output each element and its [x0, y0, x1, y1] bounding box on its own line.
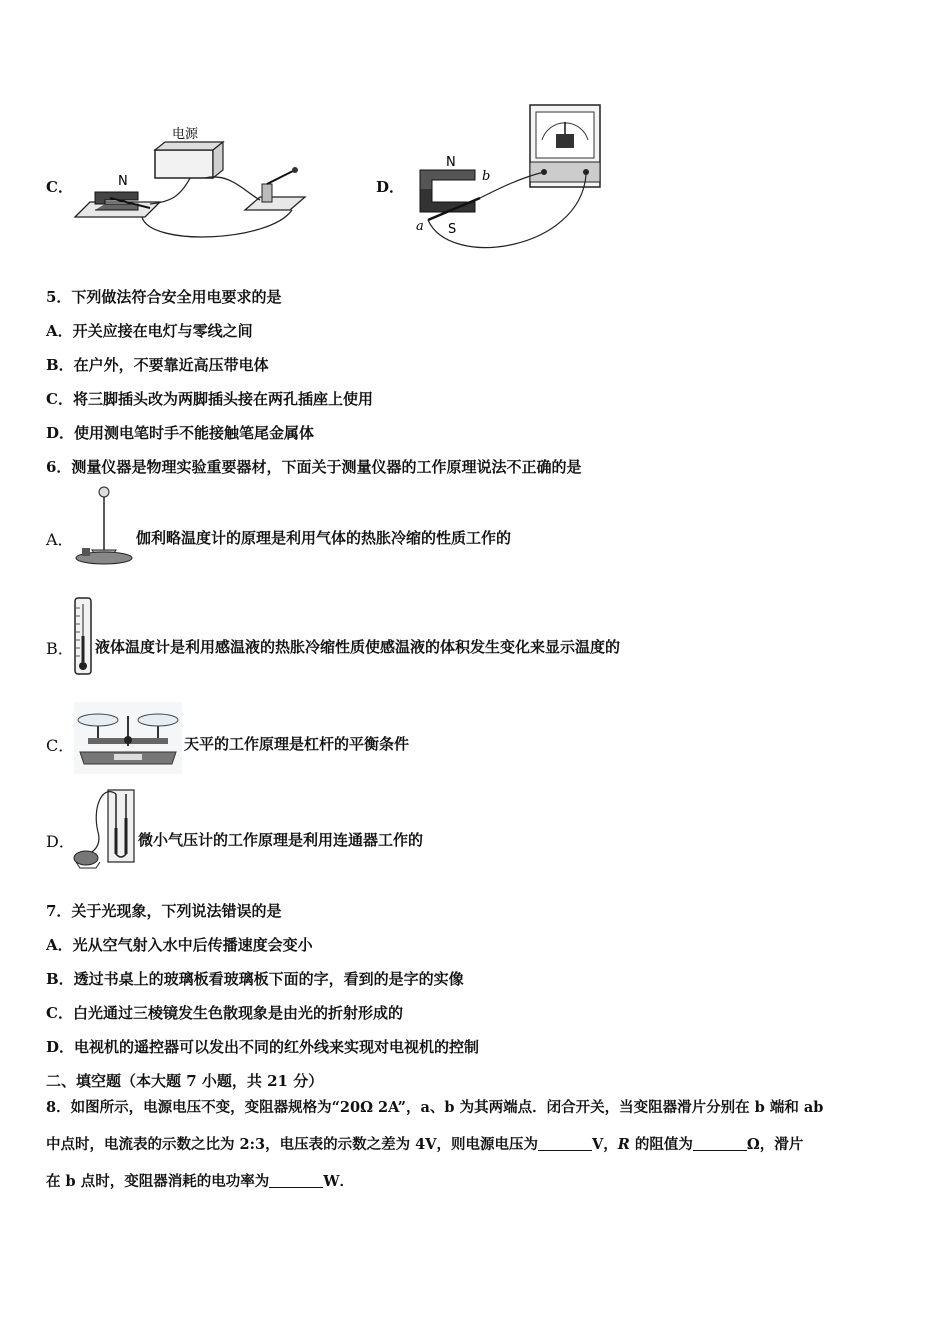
q5-option-a: A．开关应接在电灯与零线之间: [46, 322, 253, 340]
q8-line-2-part-a: 中点时，电流表的示数之比为 2:3，电压表的示数之差为 4V，则电源电压为: [46, 1136, 538, 1153]
q8-line-3-part-a: 在 b 点时，变阻器消耗的电功率为: [46, 1173, 270, 1190]
q8-line-3-part-b: W．: [323, 1173, 355, 1190]
q4-option-d-figure: [410, 100, 610, 255]
fig-d-n-label: N: [446, 155, 456, 170]
q7-option-b: B．透过书桌上的玻璃板看玻璃板下面的字，看到的是字的实像: [46, 970, 464, 988]
q6-option-c-letter: C．: [46, 736, 75, 755]
q6-option-b-letter: B．: [46, 639, 74, 658]
q6-option-a-text: 伽利略温度计的原理是利用气体的热胀冷缩的性质工作的: [136, 529, 512, 547]
q5-option-d: D．使用测电笔时手不能接触笔尾金属体: [46, 424, 315, 442]
answer-blank-voltage[interactable]: [538, 1136, 592, 1151]
q6-option-c-text: 天平的工作原理是杠杆的平衡条件: [184, 735, 410, 753]
answer-blank-resistance[interactable]: [693, 1136, 747, 1151]
q7-option-d: D．电视机的遥控器可以发出不同的红外线来实现对电视机的控制: [46, 1038, 480, 1056]
fig-d-b-label: b: [482, 169, 491, 184]
answer-blank-power[interactable]: [269, 1173, 323, 1188]
q8-line-2: [46, 1133, 803, 1154]
fig-c-power-label: 电源: [172, 127, 199, 142]
q7-option-a: A．光从空气射入水中后传播速度会变小: [46, 936, 313, 954]
balance-scale-image: [74, 702, 182, 774]
q4-option-d-letter: D．: [376, 178, 405, 196]
q7-option-c: C．白光通过三棱镜发生色散现象是由光的折射形成的: [46, 1004, 403, 1022]
q6-option-b-text: 液体温度计是利用感温液的热胀冷缩性质使感温液的体积发生变化来显示温度的: [95, 638, 621, 656]
q6-option-a-letter: A．: [46, 530, 74, 549]
q6-stem: 6．测量仪器是物理实验重要器材，下面关于测量仪器的工作原理说法不正确的是: [46, 458, 582, 476]
liquid-thermometer-image: [72, 596, 94, 676]
q4-option-c-letter: C．: [46, 178, 73, 196]
q4-option-c-figure: [70, 122, 310, 247]
q5-option-b: B．在户外，不要靠近高压带电体: [46, 356, 269, 374]
fig-d-s-label: S: [448, 222, 457, 237]
section-heading-fill-in: 二、填空题（本大题 7 小题，共 21 分）: [46, 1072, 324, 1090]
fig-d-a-label: a: [416, 219, 424, 234]
galileo-thermometer-image: [72, 486, 134, 568]
manometer-image: [72, 788, 138, 870]
q5-option-c: C．将三脚插头改为两脚插头接在两孔插座上使用: [46, 390, 373, 408]
q8-line-3: [46, 1170, 354, 1191]
q8-line-1: 8．如图所示，电源电压不变，变阻器规格为“20Ω 2A”，a、b 为其两端点．闭合开关，当变阻器滑片分别在 b 端和 ab: [46, 1099, 824, 1116]
q8-line-2-part-b: V，: [591, 1136, 618, 1153]
q6-option-d-letter: D．: [46, 832, 75, 851]
q6-option-d-text: 微小气压计的工作原理是利用连通器工作的: [138, 831, 424, 849]
q8-line-2-part-d: Ω，滑片: [746, 1136, 804, 1153]
q8-resistor-symbol: R: [617, 1136, 630, 1153]
q5-stem: 5．下列做法符合安全用电要求的是: [46, 288, 282, 306]
q7-stem: 7．关于光现象，下列说法错误的是: [46, 902, 282, 920]
q8-line-2-part-c: 的阻值为: [629, 1136, 693, 1153]
fig-c-n-label: N: [118, 174, 128, 189]
